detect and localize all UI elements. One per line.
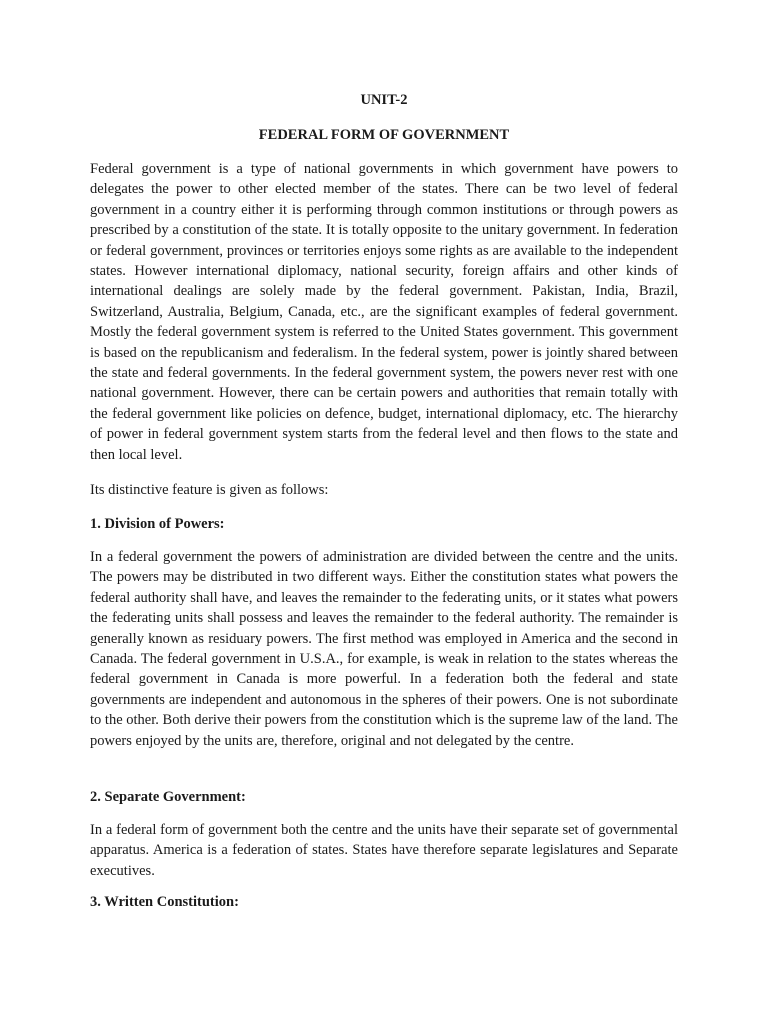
section-body-separate-government: In a federal form of government both the centre and the units have their separate set of governmental apparatus. America is a federation of states. States have therefore separate legislatures and Separate executives. [90,822,678,879]
section-heading-written-constitution: 3. Written Constitution: [90,894,239,910]
unit-label: UNIT-2 [360,92,408,108]
section-heading-division-of-powers: 1. Division of Powers: [90,516,225,532]
section-body-division-of-powers: In a federal government the powers of administration are divided between the centre and the units. The powers may be distributed in two different ways. Either the constitution states what powers the federal authority shall have, and leaves the remainder to the federating units, or it states what powers the federating units shall possess and leaves the remainder to the federal authority. The remainder is generally known as residuary powers. The first method was employed in America and the second in Canada. The federal government in U.S.A., for example, is weak in relation to the states whereas the federal government in Canada is more powerful. In a federation both the federal and state governments are independent and autonomous in the spheres of their powers. One is not subordinate to the other. Both derive their powers from the constitution which is the supreme law of the land. The powers enjoyed by the units are, therefore, original and not delegated by the centre. [90,549,678,749]
features-lead-text: Its distinctive feature is given as follows: [90,482,329,498]
section-heading-separate-government: 2. Separate Government: [90,789,246,805]
document-title: FEDERAL FORM OF GOVERNMENT [258,127,510,143]
intro-paragraph: Federal government is a type of national governments in which government have powers to delegates the power to other elected member of the states. There can be two level of federal government in a country either it is performing through common institutions or through powers as prescribed by a constitution of the state. It is totally opposite to the unitary government. In federation or federal government, provinces or territories enjoys some rights as are available to the independent states. However international diplomacy, national security, foreign affairs and other kinds of international dealings are solely made by the federal government. Pakistan, India, Brazil, Switzerland, Australia, Belgium, Canada, etc., are the significant examples of federal government. Mostly the federal government system is referred to the United States government. This government is based on the republicanism and federalism. In the federal system, power is jointly shared between the state and federal governments. In the federal government system, the powers never rest with one national government. However, there can be certain powers and authorities that remain totally with the federal government like policies on defence, budget, international diplomacy, etc. The hierarchy of power in federal government system starts from the federal level and then flows to the state and then local level. [90,161,678,463]
